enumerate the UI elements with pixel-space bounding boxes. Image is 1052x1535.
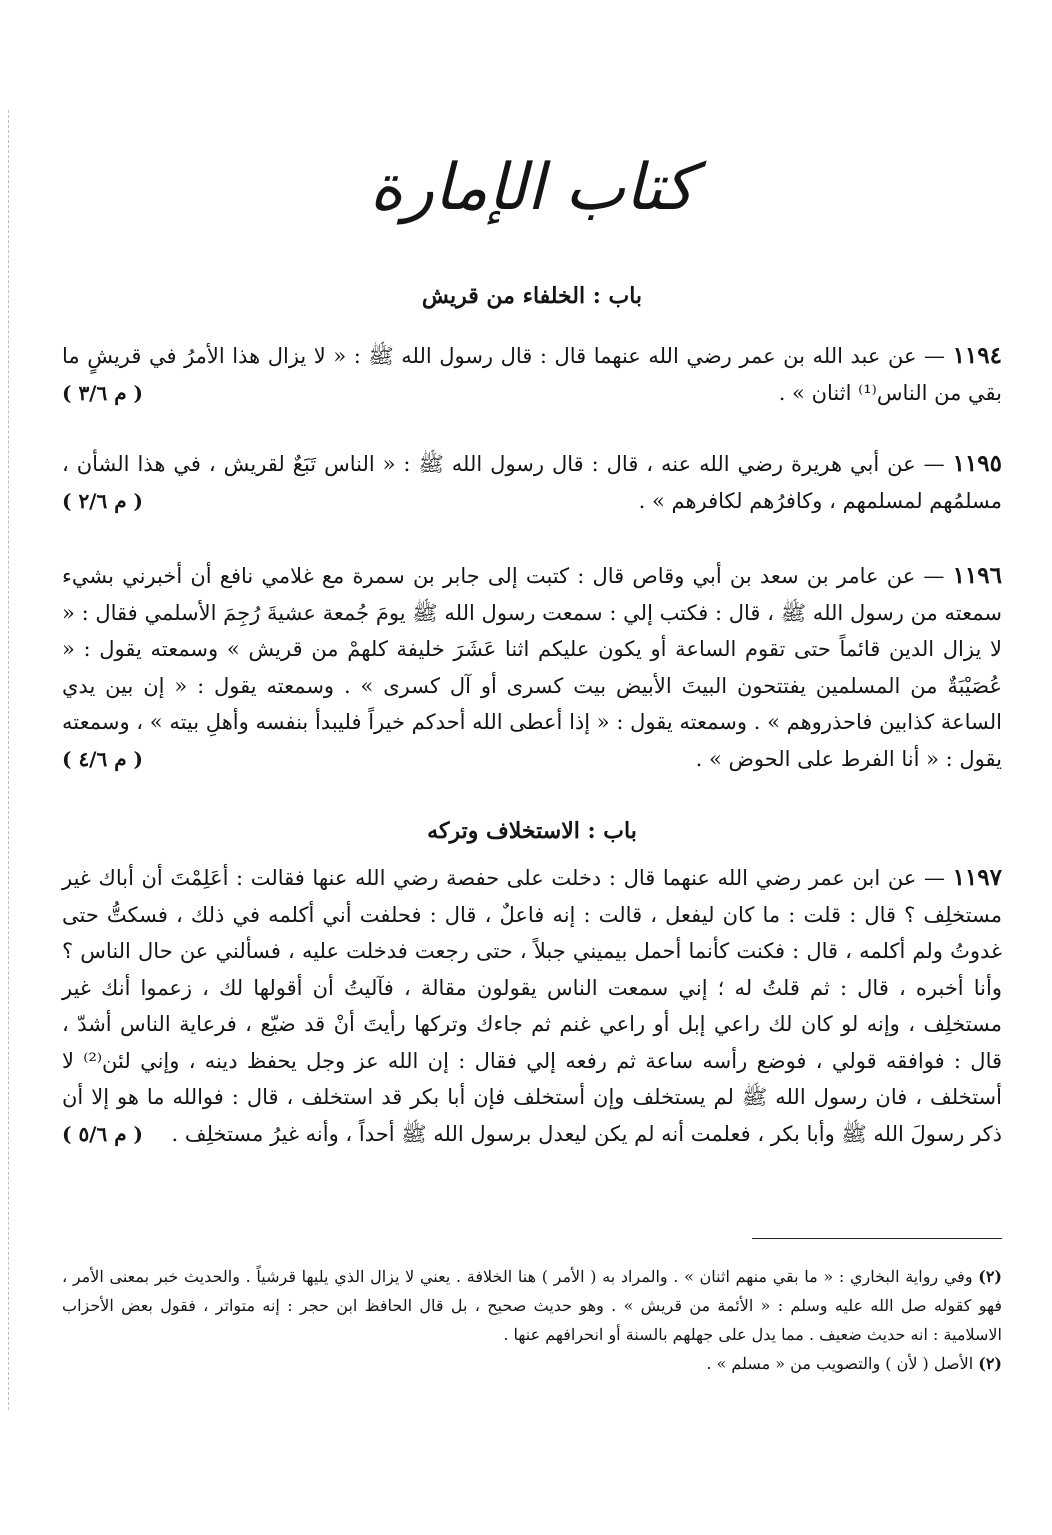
hadith-number: ١١٩٤ bbox=[952, 342, 1002, 369]
document-page bbox=[62, 0, 1002, 1535]
footnotes bbox=[62, 1262, 1002, 1378]
page-margin-rule bbox=[8, 110, 9, 1410]
footnote-item bbox=[62, 1349, 1002, 1378]
hadith-text: — عن أبي هريرة رضي الله عنه ، قال : قال رسول الله ﷺ : « الناس تَبَعٌ لقريش ، في هذا الشأن ، مسلمُهم لمسلمهم ، وكافرُهم لكافرهم » . bbox=[62, 452, 1002, 513]
hadith-text: — عن ابن عمر رضي الله عنهما قال : دخلت على حفصة رضي الله عنها فقالت : أعَلِمْتَ أن أباك غير مستخلِف ؟ قال : قلت : ما كان ليفعل ، قالت : إنه فاعلٌ ، قال : فحلفت أني أكلمه في ذلك ، فسكتُّ حتى غدوتُ ولم أكلمه ، قال : فكنت كأنما أحمل بيميني جبلاً ، حتى رجعت فدخلت عليه ، فسألني عن حال الناس ؟ وأنا أخبره ، قال : ثم قلتُ له ؛ إني سمعت الناس يقولون مقالة ، فآليتُ أن أقولها لك ، زعموا أنك غير مستخلِف ، وإنه لو كان لك راعي إبل أو راعي غنم ثم جاءك وتركها رأيتَ أنْ قد ضيّع ، فرعاية الناس أشدّ ، قال : فوافقه قولي ، فوضع رأسه ساعة ثم رفعه إلي فقال : إن الله عز وجل يحفظ دينه ، وإني لئن⁽²⁾ لا أستخلف ، فان رسول الله ﷺ لم يستخلف وإن أستخلف فإن أبا بكر قد استخلف ، قال : فوالله ما هو إلا أن ذكر رسولَ الله ﷺ وأبا بكر ، فعلمت أنه لم يكن ليعدل برسول الله ﷺ أحداً ، وأنه غيرُ مستخلِف . bbox=[62, 866, 1003, 1146]
hadith-1196 bbox=[62, 558, 1002, 777]
footnote-marker: (٢) bbox=[978, 1267, 1002, 1286]
hadith-1197 bbox=[62, 860, 1002, 1152]
hadith-reference: ( م ٣/٦ ) bbox=[62, 380, 144, 405]
hadith-reference: ( م ٢/٦ ) bbox=[62, 488, 144, 513]
footnote-item bbox=[62, 1262, 1002, 1349]
footnote-text: وفي رواية البخاري : « ما بقي منهم اثنان » . والمراد به ( الأمر ) هنا الخلافة . يعني لا يزال الذي يليها قرشياً . والحديث خبر بمعنى الأمر ، فهو كقوله صل الله عليه وسلم : « الأئمة من قريش » . وهو حديث صحيح ، بل قال الحافظ ابن حجر : إنه متواتر ، فقول بعض الأحزاب الاسلامية : انه حديث ضعيف . مما يدل على جهلهم بالسنة أو انحرافهم عنها . bbox=[62, 1267, 1002, 1344]
section-heading-succession: باب : الاستخلاف وتركه bbox=[427, 818, 637, 844]
hadith-text: — عن عامر بن سعد بن أبي وقاص قال : كتبت إلى جابر بن سمرة مع غلامي نافع أن أخبرني بشيء سمعته من رسول الله ﷺ ، قال : فكتب إلي : سمعت رسول الله ﷺ يومَ جُمعة عشيةَ رُجِمَ الأسلمي فقال : « لا يزال الدين قائماً حتى تقوم الساعة أو يكون عليكم اثنا عَشَرَ خليفة كلهمْ من قريش » وسمعته يقول : « عُصَيْبَةٌ من المسلمين يفتتحون البيتَ الأبيض بيت كسرى أو آل كسرى » . وسمعته يقول : « إن بين يدي الساعة كذابين فاحذروهم » . وسمعته يقول : « إذا أعطى الله أحدكم خيراً فليبدأ بنفسه وأهلِ بيته » ، وسمعته يقول : « أنا الفرط على الحوض » . bbox=[62, 564, 1002, 771]
hadith-reference: ( م ٥/٦ ) bbox=[62, 1121, 144, 1146]
book-title: كتاب الإمارة bbox=[369, 151, 695, 225]
hadith-number: ١١٩٧ bbox=[952, 864, 1002, 891]
footnote-separator bbox=[752, 1238, 1002, 1239]
hadith-number: ١١٩٥ bbox=[952, 450, 1002, 477]
footnote-marker: (٢) bbox=[978, 1354, 1002, 1373]
hadith-1195 bbox=[62, 446, 1002, 519]
footnote-text: الأصل ( لأن ) والتصويب من « مسلم » . bbox=[706, 1354, 974, 1373]
hadith-text: — عن عبد الله بن عمر رضي الله عنهما قال : قال رسول الله ﷺ : « لا يزال هذا الأمرُ في قريشٍ ما بقي من الناس⁽¹⁾ اثنان » . bbox=[62, 344, 1002, 405]
section-heading-caliphs: باب : الخلفاء من قريش bbox=[421, 283, 643, 309]
hadith-number: ١١٩٦ bbox=[952, 562, 1002, 589]
hadith-1194 bbox=[62, 338, 1002, 411]
hadith-reference: ( م ٤/٦ ) bbox=[62, 746, 144, 771]
